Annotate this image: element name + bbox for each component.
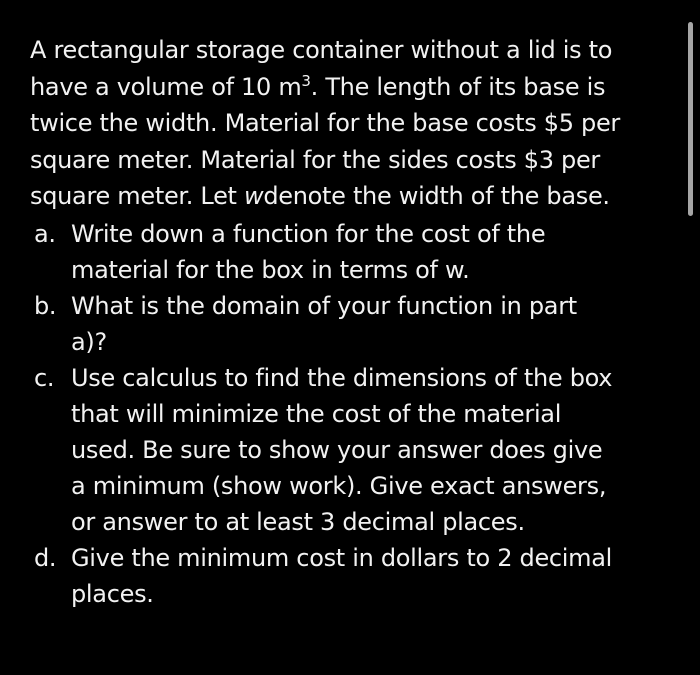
part-line: Write down a function for the cost of the: [71, 220, 546, 248]
problem-line: [30, 69, 678, 106]
part-marker: c.: [34, 364, 55, 392]
part-line: that will minimize the cost of the material: [71, 400, 562, 428]
problem-content: [30, 32, 678, 215]
problem-line: square meter. Material for the sides costs $3 per: [30, 145, 600, 174]
part-line: What is the domain of your function in part: [71, 292, 577, 320]
question-part-c: [34, 360, 664, 540]
part-line: a)?: [71, 328, 107, 356]
problem-line-text: square meter. Let: [30, 182, 244, 210]
part-line: or answer to at least 3 decimal places.: [71, 508, 525, 536]
problem-line-text: have a volume of 10 m: [30, 72, 302, 101]
part-marker: d.: [34, 544, 57, 572]
variable-w: w: [244, 182, 264, 210]
part-line: places.: [71, 580, 154, 608]
part-line: Use calculus to find the dimensions of the box: [71, 364, 613, 392]
part-marker: b.: [34, 292, 57, 320]
question-parts-list: [34, 216, 664, 612]
scrollbar-thumb[interactable]: [688, 22, 693, 216]
part-line: Give the minimum cost in dollars to 2 decimal: [71, 544, 613, 572]
question-part-d: [34, 540, 664, 612]
question-part-b: [34, 288, 664, 360]
problem-line-text: denote the width of the base.: [263, 182, 610, 210]
problem-line: A rectangular storage container without a lid is to: [30, 36, 613, 64]
problem-line: twice the width. Material for the base costs $5 per: [30, 109, 620, 137]
problem-line-text: . The length of its base is: [310, 72, 606, 101]
problem-line: [30, 178, 678, 215]
exponent: 3: [301, 71, 311, 90]
part-line: a minimum (show work). Give exact answers,: [71, 472, 607, 500]
part-line: material for the box in terms of w.: [71, 256, 470, 284]
question-part-a: [34, 216, 664, 288]
part-line: used. Be sure to show your answer does give: [71, 436, 603, 464]
part-marker: a.: [34, 220, 56, 248]
problem-statement: [30, 32, 678, 215]
